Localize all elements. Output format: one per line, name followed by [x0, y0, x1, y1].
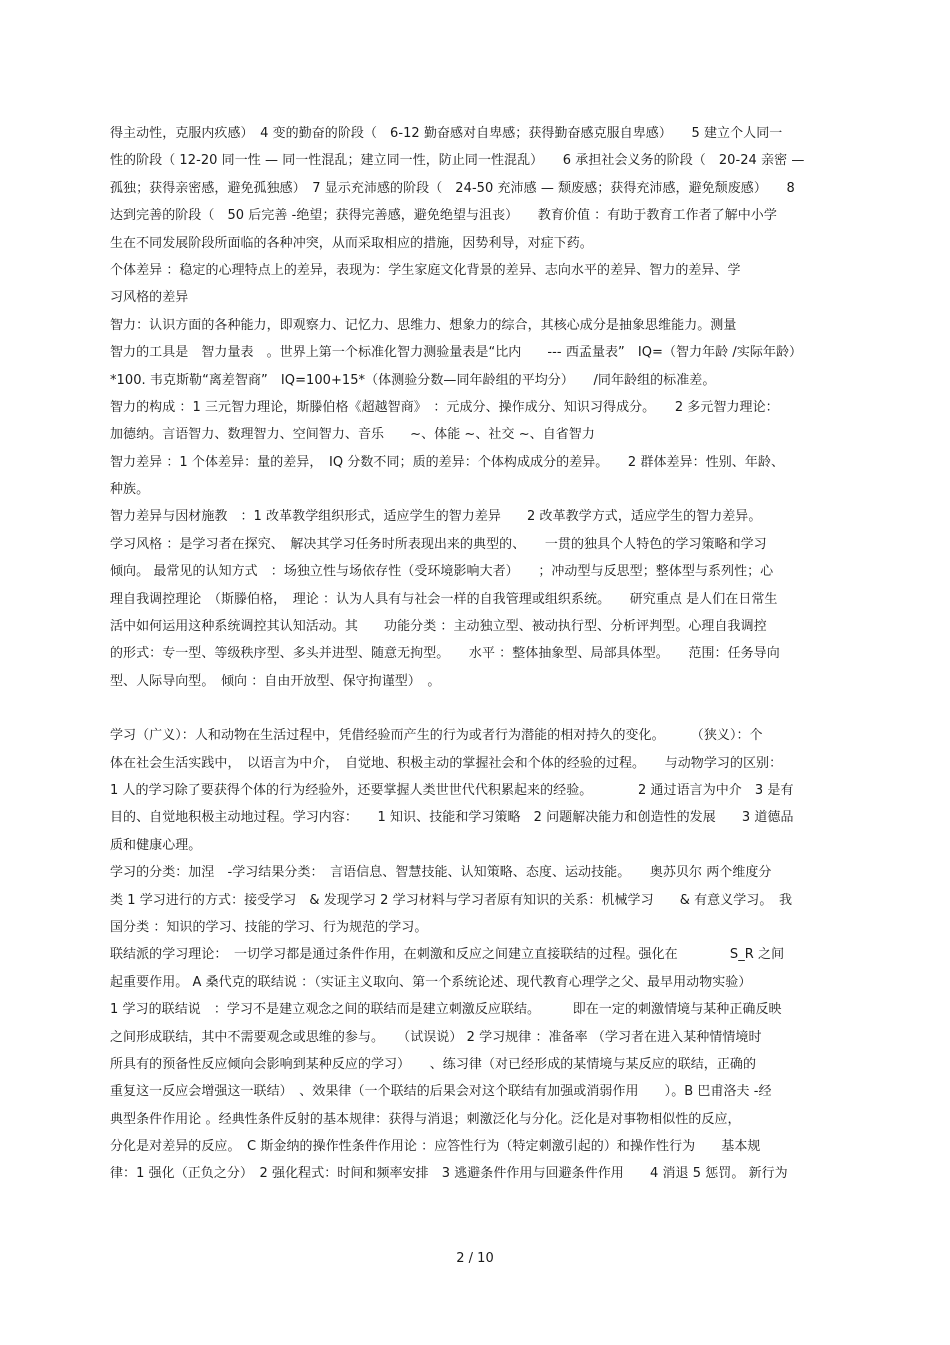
text-line: 学习的分类：加涅 -学习结果分类： 言语信息、智慧技能、认知策略、态度、运动技能。 奥苏贝尔 两个维度分	[110, 865, 772, 881]
text-line: 类 1 学习进行的方式：接受学习 & 发现学习 2 学习材料与学习者原有知识的关系：机械学习 & 有意义学习。 我	[110, 892, 793, 908]
text-line: 1 学习的联结说 ：学习不是建立观念之间的联结而是建立刺激反应联结。 即在一定的刺激情境与某种正确反映	[110, 1002, 782, 1018]
text-line: 国分类 ：知识的学习、技能的学习、行为规范的学习。	[110, 919, 428, 935]
text-line: 典型条件作用论 。经典性条件反射的基本规律：获得与消退；刺激泛化与分化。泛化是对事物相似性的反应，	[110, 1111, 741, 1127]
text-line: 智力的构成 ：1 三元智力理论，斯滕伯格《超越智商》 ：元成分、操作成分、知识习得成分。 2 多元智力理论：	[110, 399, 779, 415]
paragraph-spacer	[110, 695, 910, 722]
paragraph-1	[110, 120, 910, 695]
text-line: 律：1 强化（正负之分） 2 强化程式：时间和频率安排 3 逃避条件作用与回避条件作用 4 消退 5 惩罚。 新行为	[110, 1166, 788, 1182]
text-line: *100. 韦克斯勒“离差智商” IQ=100+15*（体测验分数—同年龄组的平均分） /同年龄组的标准差。	[110, 372, 716, 388]
text-line: 学习（广义）：人和动物在生活过程中，凭借经验而产生的行为或者行为潜能的相对持久的变化。 （狭义）：个	[110, 728, 763, 744]
text-line: 倾向。 最常见的认知方式 ：场独立性与场依存性（受环境影响大者） ；冲动型与反思型；整体型与系列性；心	[110, 564, 774, 580]
text-line: 分化是对差异的反应。 C 斯金纳的操作性条件作用论 ：应答性行为（特定刺激引起的）和操作性行为 基本规	[110, 1139, 761, 1155]
text-line: 智力差异与因材施教 ：1 改革教学组织形式，适应学生的智力差异 2 改革教学方式，适应学生的智力差异。	[110, 509, 762, 525]
text-line: 个体差异 ：稳定的心理特点上的差异，表现为：学生家庭文化背景的差异、志向水平的差异、智力的差异、学	[110, 262, 741, 278]
paragraph-2	[110, 722, 910, 1188]
text-line: 理自我调控理论 （斯滕伯格， 理论 ：认为人具有与社会一样的自我管理或组织系统。 研究重点 是人们在日常生	[110, 591, 778, 607]
text-line: 联结派的学习理论： 一切学习都是通过条件作用，在刺激和反应之间建立直接联结的过程。强化在 S_R 之间	[110, 947, 785, 963]
text-line: 1 人的学习除了要获得个体的行为经验外，还要掌握人类世世代代积累起来的经验。 2 通过语言为中介 3 是有	[110, 782, 794, 798]
text-line: 智力：认识方面的各种能力，即观察力、记忆力、思维力、想象力的综合，其核心成分是抽象思维能力。测量	[110, 317, 737, 333]
text-line: 体在社会生活实践中， 以语言为中介， 自觉地、积极主动的掌握社会和个体的经验的过程。 与动物学习的区别：	[110, 755, 783, 771]
text-line: 所具有的预备性反应倾向会影响到某种反应的学习） 、练习律（对已经形成的某情境与某反应的联结，正确的	[110, 1056, 757, 1072]
text-line: 得主动性，克服内疚感） 4 变的勤奋的阶段（ 6-12 勤奋感对自卑感；获得勤奋感克服自卑感） 5 建立个人同一	[110, 126, 783, 141]
text-line: 重复这一反应会增强这一联结） 、效果律（一个联结的后果会对这个联结有加强或消弱作用 ）。B 巴甫洛夫 -经	[110, 1084, 772, 1100]
text-line: 之间形成联结，其中不需要观念或思维的参与。 （试误说） 2 学习规律 ：准备率 （学习者在进入某种情情境时	[110, 1029, 762, 1045]
text-line: 的形式：专一型、等级秩序型、多头并进型、随意无拘型。 水平 ：整体抽象型、局部具体型。 范围：任务导向	[110, 646, 780, 662]
text-line: 型、人际导向型。 倾向 ：自由开放型、保守拘谨型） 。	[110, 673, 441, 689]
text-line: 种族。	[110, 482, 150, 498]
text-line: 孤独；获得亲密感，避免孤独感） 7 显示充沛感的阶段（ 24-50 充沛感 — 颓废感；获得充沛感，避免颓废感） 8	[110, 180, 795, 196]
text-line: 质和健康心理。	[110, 837, 202, 853]
text-line: 加德纳。言语智力、数理智力、空间智力、音乐 ~、体能 ~、社交 ~、自省智力	[110, 427, 595, 443]
text-line: 起重要作用。 A 桑代克的联结说 ：（实证主义取向、第一个系统论述、现代教育心理学之父、最早用动物实验）	[110, 974, 752, 990]
text-line: 学习风格 ：是学习者在探究、 解决其学习任务时所表现出来的典型的、 一贯的独具个人特色的学习策略和学习	[110, 536, 767, 552]
text-line: 达到完善的阶段（ 50 后完善 -绝望；获得完善感，避免绝望与沮丧） 教育价值 ：有助于教育工作者了解中小学	[110, 208, 777, 224]
text-line: 智力的工具是 智力量表 。世界上第一个标准化智力测验量表是“比内 --- 西孟量表” IQ=（智力年龄 /实际年龄）	[110, 345, 803, 361]
text-line: 生在不同发展阶段所面临的各种冲突，从而采取相应的措施，因势利导，对症下药。	[110, 235, 593, 251]
text-line: 习风格的差异	[110, 290, 189, 306]
page-number: 2 / 10	[456, 1251, 494, 1266]
document-body	[110, 120, 910, 1188]
text-line: 性的阶段（ 12-20 同一性 — 同一性混乱；建立同一性，防止同一性混乱） 6 承担社会义务的阶段（ 20-24 亲密 —	[110, 153, 805, 169]
text-line: 智力差异 ：1 个体差异：量的差异， IQ 分数不同；质的差异：个体构成成分的差异。 2 群体差异：性别、年龄、	[110, 454, 784, 470]
text-line: 目的、自觉地积极主动地过程。学习内容： 1 知识、技能和学习策略 2 问题解决能力和创造性的发展 3 道德品	[110, 810, 794, 826]
text-line: 活中如何运用这种系统调控其认知活动。其 功能分类 ：主动独立型、被动执行型、分析评判型。心理自我调控	[110, 619, 767, 635]
